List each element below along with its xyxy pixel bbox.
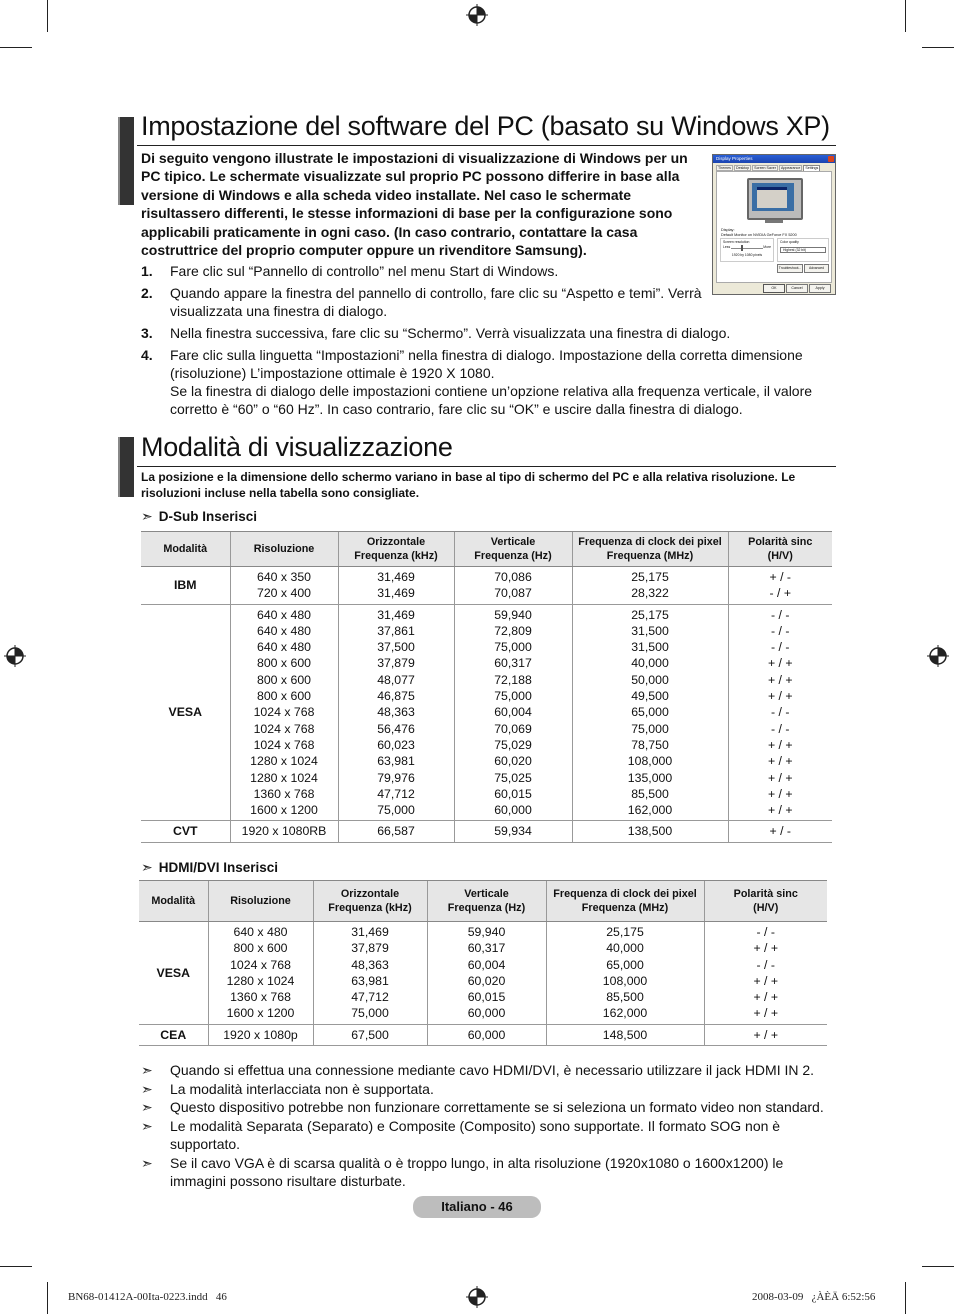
vfreq-cell: 59,940 72,809 75,000 60,317 72,188 75,000 60,004 70,069 75,029 60,020 75,025 60,015 60,000 — [454, 604, 572, 821]
polarity-cell: + / - — [728, 821, 832, 842]
note-item — [141, 1154, 831, 1191]
step-text: Fare clic sul “Pannello di controllo” nel menu Start di Windows. — [170, 263, 559, 279]
section-intro: La posizione e la dimensione dello schermo variano in base al tipo di schermo del PC e alla relativa risoluzione. Le risoluzioni incluse nella tabella sono consigliate. — [141, 470, 796, 500]
section-rule — [137, 145, 836, 146]
monitor-preview — [747, 178, 803, 220]
subsection-heading — [141, 508, 257, 525]
registration-mark-icon — [466, 1286, 488, 1308]
step-number: 1. — [141, 263, 153, 279]
header-cell: Frequenza di clock dei pixel Frequenza (MHz) — [572, 532, 728, 567]
vfreq-cell: 59,940 60,317 60,004 60,020 60,015 60,000 — [427, 922, 546, 1025]
page-number-badge: Italiano - 46 — [413, 1196, 541, 1218]
table-row — [139, 1024, 827, 1045]
note-item — [141, 1061, 831, 1080]
mode-cell: CVT — [141, 821, 230, 842]
header-cell: Polarità sinc (H/V) — [704, 881, 827, 922]
crop-mark — [47, 0, 48, 32]
resolution-value: 1920 by 1080 pixels — [731, 253, 763, 257]
step-text — [170, 346, 841, 418]
arrow-icon: ➣ — [141, 1154, 153, 1171]
monitor-screen — [752, 183, 794, 211]
steps-list — [141, 262, 841, 422]
resolution-cell: 1920 x 1080RB — [230, 821, 338, 842]
color-group — [777, 238, 829, 262]
hfreq-cell: 31,469 37,879 48,363 63,981 47,712 75,000 — [313, 922, 427, 1025]
resolution-slider-row — [721, 245, 773, 251]
step-text-part: Se la finestra di dialogo delle impostazioni contiene un’opzione relativa alla frequenza verticale, il valore corretto è “60” o “60 Hz”. In caso contrario, fare clic su “OK” e uscire dalla finestra di dialogo. — [170, 383, 813, 417]
crop-mark — [0, 47, 32, 48]
hfreq-cell: 67,500 — [313, 1024, 427, 1045]
window-preview — [757, 187, 787, 208]
apply-button[interactable]: Apply — [809, 284, 831, 293]
section-marker — [118, 437, 134, 497]
advanced-button[interactable]: Advanced — [804, 264, 829, 273]
step-item — [141, 284, 711, 320]
header-cell: Verticale Frequenza (Hz) — [427, 881, 546, 922]
header-cell: Frequenza di clock dei pixel Frequenza (MHz) — [546, 881, 704, 922]
mode-cell: VESA — [139, 922, 208, 1025]
display-text: Display: Default Monitor on NVIDIA GeForce FX 5200 — [721, 228, 797, 237]
table-row — [141, 821, 832, 842]
resolution-label: Screen resolution — [723, 240, 750, 244]
resolution-cell: 1920 x 1080p — [208, 1024, 313, 1045]
header-cell: Risoluzione — [208, 881, 313, 922]
section-rule — [137, 466, 836, 467]
note-text: Quando si effettua una connessione mediante cavo HDMI/DVI, è necessario utilizzare il jack HDMI IN 2. — [170, 1062, 815, 1078]
vfreq-cell: 70,086 70,087 — [454, 567, 572, 605]
more-label: More — [763, 245, 771, 249]
hfreq-cell: 31,469 31,469 — [338, 567, 454, 605]
notes-list — [141, 1061, 831, 1191]
step-item — [141, 346, 841, 418]
dsub-table — [141, 531, 832, 843]
footer-timestamp: 2008-03-09 ¿ÀÈÄ 6:52:56 — [752, 1291, 876, 1303]
tab-screen-saver[interactable]: Screen Saver — [754, 166, 776, 170]
crop-mark — [922, 1266, 954, 1267]
table-header-row — [141, 532, 832, 567]
dialog-tabs — [713, 163, 835, 171]
polarity-cell: - / - + / + - / - + / + + / + + / + — [704, 922, 827, 1025]
step-text: Quando appare la finestra del pannello di controllo, fare clic su “Aspetto e temi”. Verrà visualizzata una finestra di dialogo. — [170, 285, 702, 319]
registration-mark-icon — [927, 645, 949, 667]
section-intro: Di seguito vengono illustrate le impostazioni di visualizzazione di Windows per un PC tipico. Le schermate visualizzate sul proprio PC possono differire in base alla versione di Windows e alla scheda video installate. Nel caso le schermate risultassero differenti, le stesse informazioni di base per la configurazione sono applicabili praticamente in ogni caso. (In caso contrario, contattare la casa costruttrice del proprio computer oppure un rivenditore Samsung). — [141, 150, 688, 259]
resolution-group — [720, 238, 774, 262]
header-cell: Risoluzione — [230, 532, 338, 567]
step-item — [141, 324, 841, 342]
crop-mark — [905, 0, 906, 32]
registration-mark-icon — [4, 645, 26, 667]
resolution-cell: 640 x 480 800 x 600 1024 x 768 1280 x 1024 1360 x 768 1600 x 1200 — [208, 922, 313, 1025]
note-text: La modalità interlacciata non è supportata. — [170, 1080, 434, 1097]
crop-mark — [922, 47, 954, 48]
mode-cell: IBM — [141, 567, 230, 605]
hdmi-table — [139, 880, 827, 1046]
table-row — [141, 567, 832, 605]
note-item — [141, 1080, 831, 1099]
cancel-button[interactable]: Cancel — [786, 284, 808, 293]
table-row — [139, 922, 827, 1025]
polarity-cell: + / - - / + — [728, 567, 832, 605]
note-item — [141, 1117, 831, 1154]
header-cell: Orizzontale Frequenza (kHz) — [338, 532, 454, 567]
header-cell: Polarità sinc (H/V) — [728, 532, 832, 567]
polarity-cell: - / - - / - - / - + / + + / + + / + - / - - / - + / + + / + + / + + / + + / + — [728, 604, 832, 821]
step-number: 3. — [141, 325, 153, 341]
mode-cell: VESA — [141, 604, 230, 821]
note-text: Le modalità Separata (Separato) e Composite (Composito) sono supportate. Il formato SOG non è supportato. — [170, 1117, 781, 1152]
step-number: 4. — [141, 347, 153, 363]
footer-file-name: BN68-01412A-00Ita-0223.indd 46 — [68, 1291, 227, 1303]
subsection-label: D-Sub Inserisci — [158, 509, 258, 524]
ok-button[interactable]: OK — [763, 284, 785, 293]
subsection-label: HDMI/DVI Inserisci — [158, 860, 279, 875]
slider-thumb[interactable] — [741, 245, 743, 251]
dialog-title: Display Properties — [716, 156, 753, 161]
header-cell: Modalità — [139, 881, 208, 922]
step-text: Nella finestra successiva, fare clic su “Schermo”. Verrà visualizzata una finestra di dialogo. — [170, 325, 731, 341]
dialog-title-bar — [713, 155, 835, 163]
section-marker — [118, 117, 134, 205]
tab-desktop[interactable]: Desktop — [735, 166, 750, 170]
hfreq-cell: 31,469 37,861 37,500 37,879 48,077 46,875 48,363 56,476 60,023 63,981 79,976 47,712 75,000 — [338, 604, 454, 821]
tab-settings[interactable]: Settings — [805, 166, 819, 170]
subsection-heading — [141, 859, 278, 876]
resolution-slider[interactable] — [731, 248, 763, 249]
table-row — [141, 604, 832, 821]
section-title: Modalità di visualizzazione — [141, 432, 453, 462]
clock-cell: 138,500 — [572, 821, 728, 842]
color-quality-select[interactable]: Highest (32 bit) — [780, 247, 826, 253]
note-text: Questo dispositivo potrebbe non funzionare correttamente se si seleziona un formato video non standard. — [170, 1099, 824, 1115]
resolution-cell: 640 x 480 640 x 480 640 x 480 800 x 600 800 x 600 800 x 600 1024 x 768 1024 x 768 1024 x 768 1280 x 1024 1280 x 1024 1360 x 768 1600 x 1200 — [230, 604, 338, 821]
step-text-part: Fare clic sulla linguetta “Impostazioni” nella finestra di dialogo. Impostazione della corretta dimensione (risoluzione) L’impostazione ottimale è 1920 X 1080. — [170, 347, 803, 381]
crop-mark — [47, 1282, 48, 1314]
tab-appearance[interactable]: Appearance — [780, 166, 801, 170]
step-number: 2. — [141, 285, 153, 301]
clock-cell: 25,175 40,000 65,000 108,000 85,500 162,000 — [546, 922, 704, 1025]
polarity-cell: + / + — [704, 1024, 827, 1045]
monitor-stand — [765, 220, 783, 223]
arrow-icon: ➣ — [141, 859, 153, 875]
arrow-icon: ➣ — [141, 508, 153, 524]
arrow-icon: ➣ — [141, 1062, 153, 1078]
clock-cell: 25,175 28,322 — [572, 567, 728, 605]
arrow-icon: ➣ — [141, 1099, 153, 1115]
step-item — [141, 262, 711, 280]
color-quality-label: Color quality — [780, 240, 799, 244]
header-cell: Modalità — [141, 532, 230, 567]
header-cell: Orizzontale Frequenza (kHz) — [313, 881, 427, 922]
note-text: Se il cavo VGA è di scarsa qualità o è troppo lungo, in alta risoluzione (1920x1080 o 1600x1200) le immagini possono risultare disturbate. — [170, 1154, 784, 1189]
vfreq-cell: 60,000 — [427, 1024, 546, 1045]
close-icon[interactable] — [828, 156, 834, 162]
note-item — [141, 1098, 831, 1117]
mode-cell: CEA — [139, 1024, 208, 1045]
tab-themes[interactable]: Themes — [718, 166, 731, 170]
registration-mark-icon — [466, 4, 488, 26]
resolution-cell: 640 x 350 720 x 400 — [230, 567, 338, 605]
table-header-row — [139, 881, 827, 922]
arrow-icon: ➣ — [141, 1117, 153, 1134]
crop-mark — [905, 1282, 906, 1314]
troubleshoot-button[interactable]: Troubleshoot... — [777, 264, 803, 273]
clock-cell: 148,500 — [546, 1024, 704, 1045]
vfreq-cell: 59,934 — [454, 821, 572, 842]
less-label: Less — [723, 245, 731, 249]
crop-mark — [0, 1266, 32, 1267]
hfreq-cell: 66,587 — [338, 821, 454, 842]
header-cell: Verticale Frequenza (Hz) — [454, 532, 572, 567]
arrow-icon: ➣ — [141, 1080, 153, 1097]
section-title: Impostazione del software del PC (basato su Windows XP) — [141, 111, 830, 141]
clock-cell: 25,175 31,500 31,500 40,000 50,000 49,500 65,000 75,000 78,750 108,000 135,000 85,500 162,000 — [572, 604, 728, 821]
